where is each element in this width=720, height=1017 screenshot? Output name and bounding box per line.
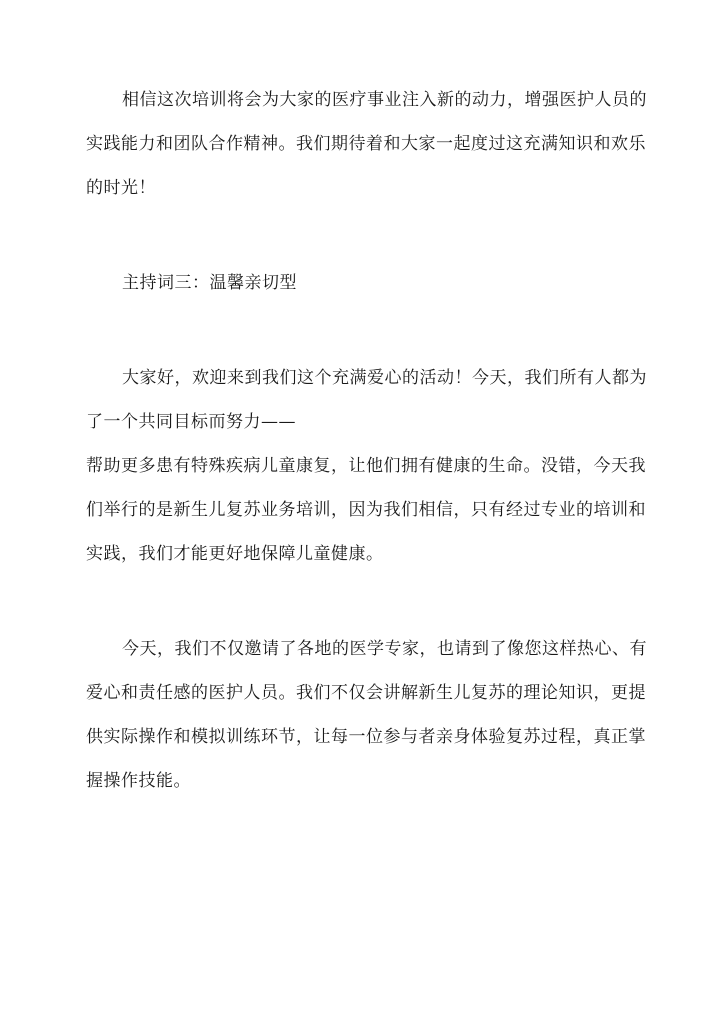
paragraph-1-line-1: 相信这次培训将会为大家的医疗事业注入新的动力，增强医护人员的 bbox=[122, 90, 647, 110]
paragraph-4-line-4: 握操作技能。 bbox=[86, 771, 191, 791]
section-heading: 主持词三：温馨亲切型 bbox=[122, 273, 297, 293]
paragraph-3-line-2: 了一个共同目标而努力—— bbox=[86, 412, 296, 432]
paragraph-4-line-2: 爱心和责任感的医护人员。我们不仅会讲解新生儿复苏的理论知识，更提 bbox=[86, 683, 646, 703]
paragraph-1-line-2: 实践能力和团队合作精神。我们期待着和大家一起度过这充满知识和欢乐 bbox=[86, 134, 646, 154]
paragraph-3-line-4: 们举行的是新生儿复苏业务培训，因为我们相信，只有经过专业的培训和 bbox=[86, 500, 646, 520]
paragraph-1-line-3: 的时光！ bbox=[86, 178, 156, 198]
paragraph-3-line-3: 帮助更多患有特殊疾病儿童康复，让他们拥有健康的生命。没错，今天我 bbox=[86, 456, 646, 476]
paragraph-3-line-5: 实践，我们才能更好地保障儿童健康。 bbox=[86, 544, 384, 564]
paragraph-4-line-3: 供实际操作和模拟训练环节，让每一位参与者亲身体验复苏过程，真正掌 bbox=[86, 727, 646, 747]
paragraph-4-line-1: 今天，我们不仅邀请了各地的医学专家，也请到了像您这样热心、有 bbox=[122, 639, 647, 659]
paragraph-3-line-1: 大家好，欢迎来到我们这个充满爱心的活动！今天，我们所有人都为 bbox=[122, 368, 647, 388]
